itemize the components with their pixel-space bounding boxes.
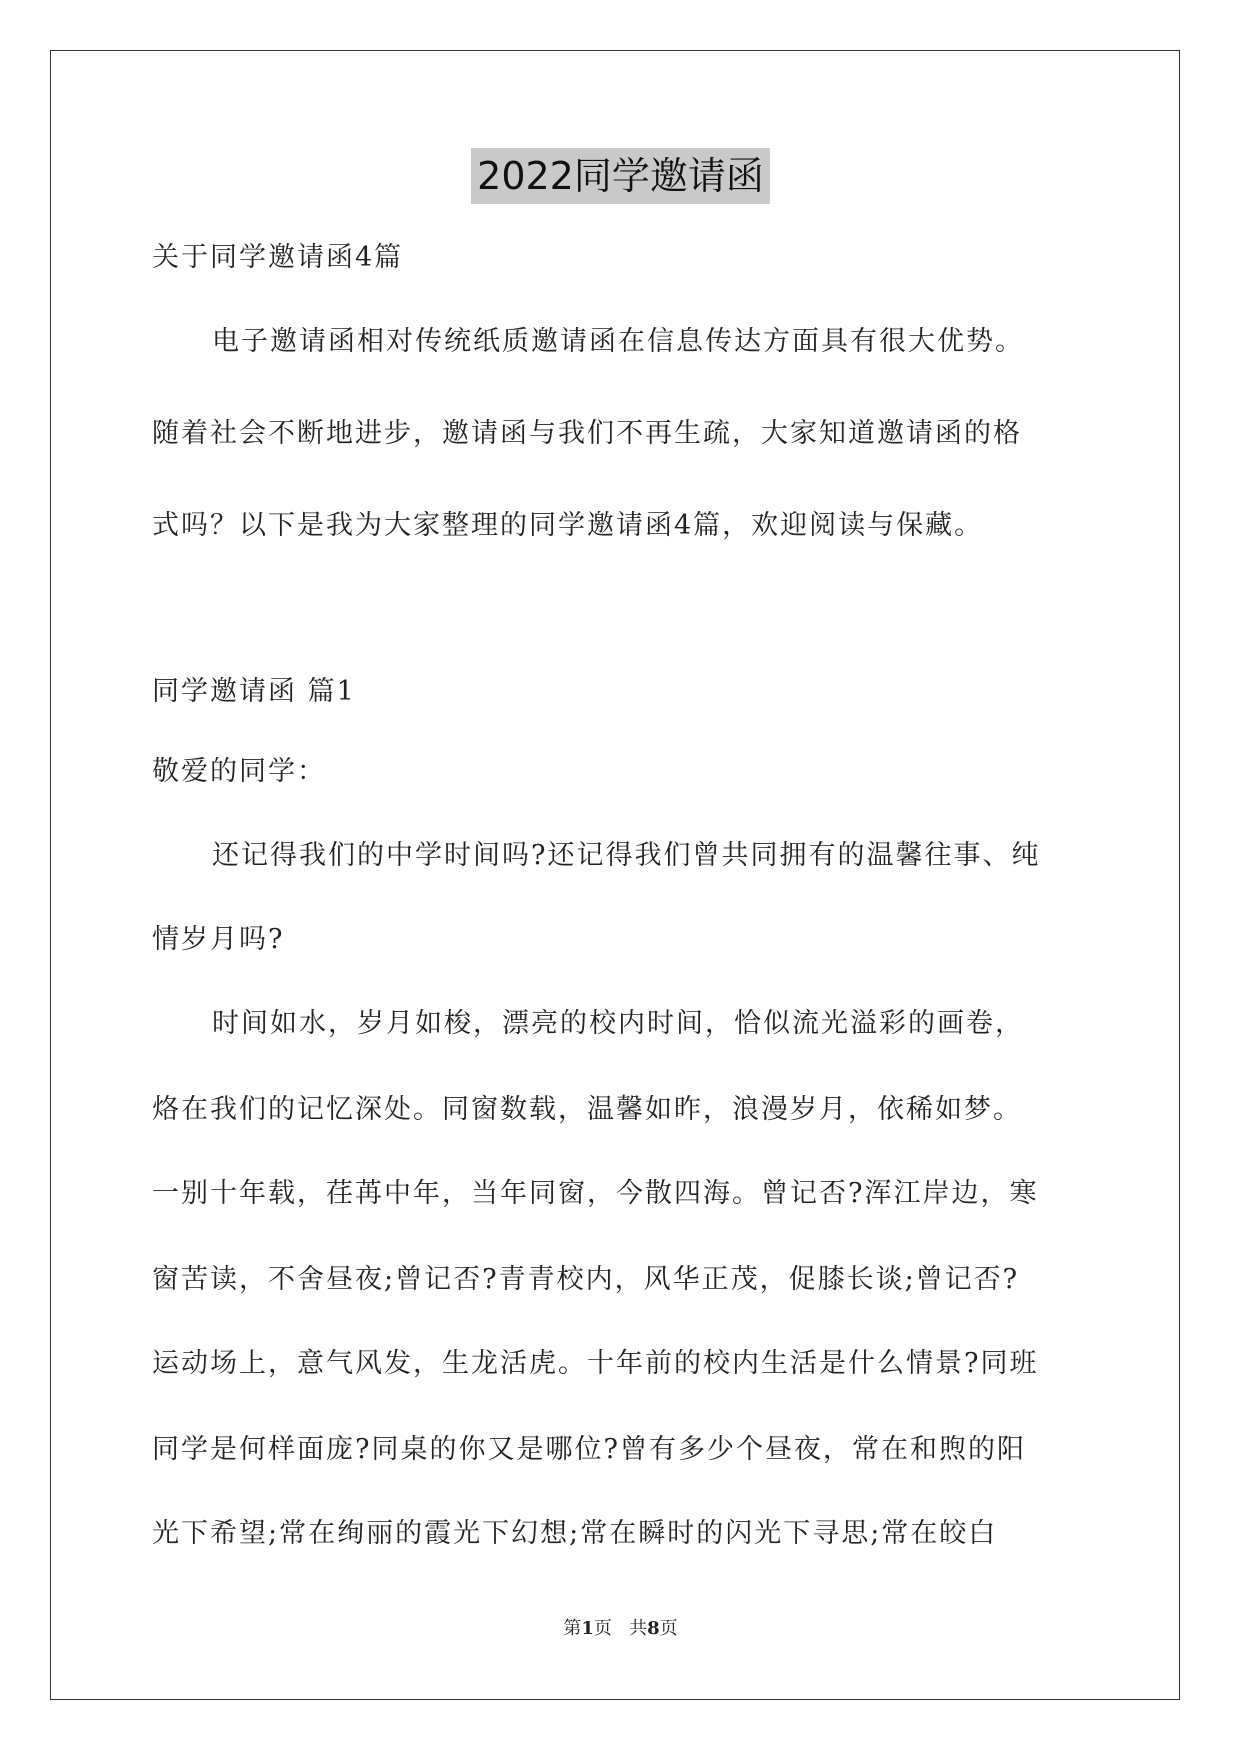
footer-middle: 页 共	[593, 1618, 648, 1639]
paragraph-line: 烙在我们的记忆深处。同窗数载，温馨如昨，浪漫岁月，依稀如梦。	[152, 1094, 1022, 1125]
paragraph-line: 一别十年载，荏苒中年，当年同窗，今散四海。曾记否?浑江岸边，寒	[152, 1178, 1039, 1209]
paragraph-line: 时间如水，岁月如梭，漂亮的校内时间，恰似流光溢彩的画卷，	[212, 1008, 1024, 1039]
paragraph-line: 窗苦读，不舍昼夜;曾记否?青青校内，风华正茂，促膝长谈;曾记否?	[152, 1264, 1020, 1295]
salutation-line: 敬爱的同学：	[152, 756, 326, 787]
paragraph-line: 随着社会不断地进步，邀请函与我们不再生疏，大家知道邀请函的格	[152, 418, 1022, 449]
page-footer	[0, 1616, 1241, 1642]
total-page-count: 8	[647, 1618, 660, 1639]
subtitle-line: 关于同学邀请函4篇	[152, 242, 404, 273]
section-heading: 同学邀请函 篇1	[152, 676, 356, 707]
paragraph-line: 情岁月吗?	[152, 924, 285, 955]
paragraph-line: 还记得我们的中学时间吗?还记得我们曾共同拥有的温馨往事、纯	[212, 840, 1041, 871]
paragraph-line: 光下希望;常在绚丽的霞光下幻想;常在瞬时的闪光下寻思;常在皎白	[152, 1518, 998, 1549]
document-title: 2022同学邀请函	[471, 148, 770, 204]
paragraph-line: 式吗？以下是我为大家整理的同学邀请函4篇，欢迎阅读与保藏。	[152, 510, 984, 541]
paragraph-line: 电子邀请函相对传统纸质邀请函在信息传达方面具有很大优势。	[212, 326, 1024, 357]
footer-prefix: 第	[563, 1618, 582, 1639]
current-page-number: 1	[581, 1618, 594, 1639]
footer-suffix: 页	[659, 1618, 678, 1639]
paragraph-line: 运动场上，意气风发，生龙活虎。十年前的校内生活是什么情景?同班	[152, 1348, 1039, 1379]
paragraph-line: 同学是何样面庞?同桌的你又是哪位?曾有多少个昼夜，常在和煦的阳	[152, 1434, 1026, 1465]
title-block	[0, 148, 1241, 204]
